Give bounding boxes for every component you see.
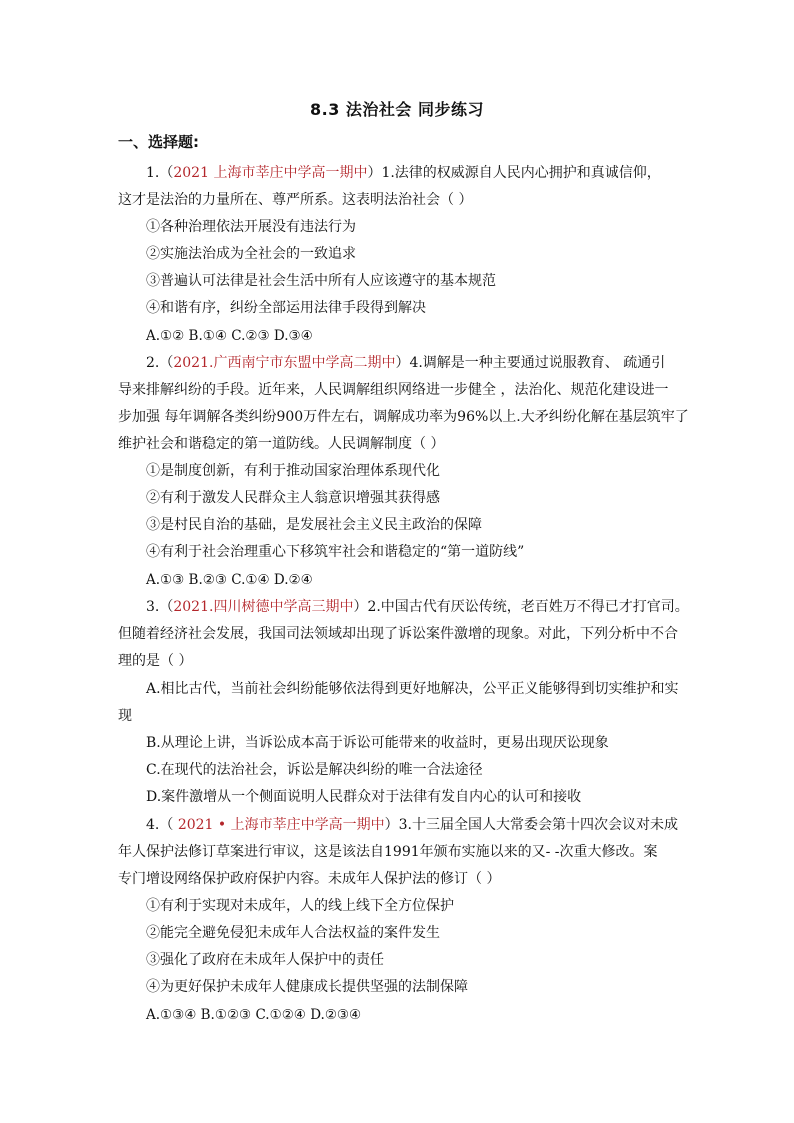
question-2-stem-cont: 步加强 每年调解各类纠纷900万件左右，调解成功率为96%以上.大矛纠纷化解在基层筑牢了 bbox=[118, 409, 689, 425]
question-1-item: ③普遍认可法律是社会生活中所有人应该遵守的基本规范 bbox=[146, 273, 496, 289]
question-3-option-c: C.在现代的法治社会，诉讼是解决纠纷的唯一合法途径 bbox=[146, 762, 483, 778]
question-1-item: ④和谐有序，纠纷全部运用法律手段得到解决 bbox=[146, 300, 426, 316]
question-3-stem-cont: 但随着经济社会发展，我国司法领域却出现了诉讼案件激增的现象。对此，下列分析中不合 bbox=[118, 626, 678, 642]
question-4-item: ③强化了政府在未成年人保护中的责任 bbox=[146, 952, 384, 968]
question-1-stem-cont: 这才是法治的力量所在、尊严所系。这表明法治社会（ ） bbox=[118, 192, 473, 208]
question-1-item: ②实施法治成为全社会的一致追求 bbox=[146, 246, 356, 262]
question-number: 4.（ bbox=[146, 817, 178, 833]
question-4-stem-cont: 年人保护法修订草案进行审议，这是该法自1991年颁布实施以来的又- -次重大修改。案 bbox=[118, 844, 658, 860]
question-4-options: A.①③④ B.①②③ C.①②④ D.②③④ bbox=[146, 1007, 362, 1023]
question-source: 2021 • 上海市莘庄中学高一期中 bbox=[177, 817, 385, 833]
question-number: 3.（ bbox=[146, 599, 174, 615]
document-title: 8.3 法治社会 同步练习 bbox=[310, 100, 484, 119]
question-3-option-d: D.案件激增从一个侧面说明人民群众对于法律有发自内心的认可和接收 bbox=[146, 789, 582, 805]
question-2-stem bbox=[146, 353, 706, 373]
question-text: ）2.中国古代有厌讼传统，老百姓万不得已才打官司。 bbox=[353, 599, 689, 615]
question-4-item: ①有利于实现对未成年，人的线上线下全方位保护 bbox=[146, 898, 454, 914]
question-2-options: A.①③ B.②③ C.①④ D.②④ bbox=[146, 572, 313, 588]
question-3-option-b: B.从理论上讲，当诉讼成本高于诉讼可能带来的收益时，更易出现厌讼现象 bbox=[146, 735, 609, 751]
question-2-stem-cont: 维护社会和谐稳定的第一道防线。人民调解制度（ ） bbox=[118, 436, 445, 452]
question-text: ）1.法律的权威源自人民内心拥护和真诚信仰， bbox=[367, 165, 661, 181]
question-3-option-a: A.相比古代，当前社会纠纷能够依法得到更好地解决，公平正义能够得到切实维护和实 bbox=[146, 681, 679, 697]
question-4-item: ④为更好保护未成年人健康成长提供坚强的法制保障 bbox=[146, 979, 468, 995]
question-3-option-a-cont: 现 bbox=[118, 708, 132, 724]
question-1-item: ①各种治理依法开展没有违法行为 bbox=[146, 219, 356, 235]
question-3-stem-cont: 理的是（ ） bbox=[118, 653, 193, 669]
question-1-options: A.①② B.①④ C.②③ D.③④ bbox=[146, 328, 313, 344]
question-1-stem bbox=[146, 163, 706, 183]
question-number: 2.（ bbox=[146, 355, 174, 371]
question-number: 1.（ bbox=[146, 165, 174, 181]
question-4-item: ②能完全避免侵犯未成年人合法权益的案件发生 bbox=[146, 925, 440, 941]
question-text: ）3.十三届全国人大常委会第十四次会议对未成 bbox=[384, 817, 678, 833]
question-source: 2021.广西南宁市东盟中学高二期中 bbox=[173, 355, 396, 371]
question-2-stem-cont: 导来排解纠纷的手段。近年来，人民调解组织网络进一步健全 ，法治化、规范化建设进一 bbox=[118, 382, 669, 398]
question-2-item: ②有利于激发人民群众主人翁意识增强其获得感 bbox=[146, 490, 440, 506]
question-2-item: ③是村民自治的基础，是发展社会主义民主政治的保障 bbox=[146, 517, 482, 533]
question-4-stem-cont: 专门增设网络保护政府保护内容。未成年人保护法的修订（ ） bbox=[118, 871, 501, 887]
question-source: 2021 上海市莘庄中学高一期中 bbox=[173, 165, 368, 181]
question-text: ）4.调解是一种主要通过说服教育、 疏通引 bbox=[395, 355, 666, 371]
section-heading: 一、选择题: bbox=[118, 133, 199, 151]
question-source: 2021.四川树德中学高三期中 bbox=[173, 599, 354, 615]
question-4-stem bbox=[146, 815, 706, 835]
question-3-stem bbox=[146, 597, 706, 617]
question-2-item: ④有利于社会治理重心下移筑牢社会和谐稳定的“第一道防线” bbox=[146, 544, 525, 560]
question-2-item: ①是制度创新，有利于推动国家治理体系现代化 bbox=[146, 463, 440, 479]
